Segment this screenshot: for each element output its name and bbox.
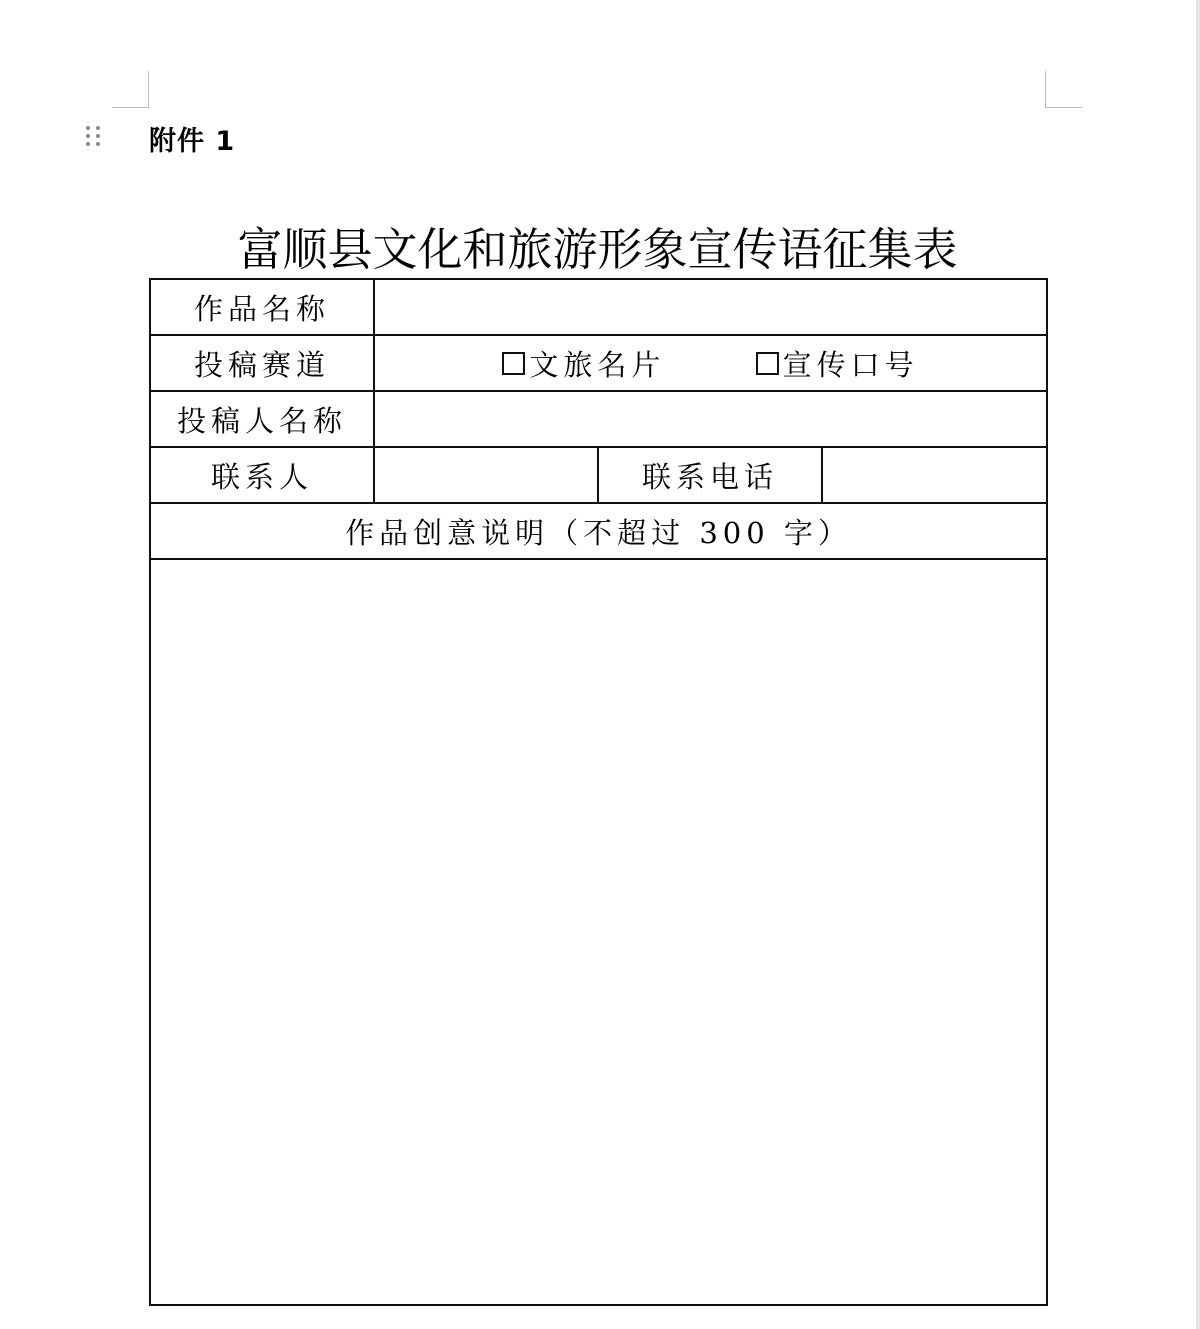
row-work-name xyxy=(150,279,1047,335)
checkbox-icon[interactable] xyxy=(756,352,779,375)
checkbox-icon[interactable] xyxy=(502,352,525,375)
description-label: 作品创意说明（不超过 300 字） xyxy=(150,503,1047,559)
contact-phone-field[interactable] xyxy=(822,447,1047,503)
document-title: 富顺县文化和旅游形象宣传语征集表 xyxy=(237,223,958,276)
track-option-culture-tourism-card[interactable] xyxy=(502,343,665,384)
track-options-cell xyxy=(374,335,1047,391)
track-option-label: 文旅名片 xyxy=(529,347,666,382)
track-label: 投稿赛道 xyxy=(150,335,374,391)
margin-corner-top-right xyxy=(1045,71,1082,108)
row-track xyxy=(150,335,1047,391)
drag-handle-icon[interactable] xyxy=(86,124,102,150)
contact-person-field[interactable] xyxy=(374,447,598,503)
attachment-label: 附件 1 xyxy=(149,126,236,157)
contact-person-label: 联系人 xyxy=(150,447,374,503)
track-option-label: 宣传口号 xyxy=(782,347,919,382)
row-contact xyxy=(150,447,1047,503)
track-options xyxy=(464,343,956,384)
row-submitter-name xyxy=(150,391,1047,447)
contact-phone-label: 联系电话 xyxy=(598,447,822,503)
work-name-field[interactable] xyxy=(374,279,1047,335)
margin-corner-top-left xyxy=(112,71,149,108)
work-name-label: 作品名称 xyxy=(150,279,374,335)
row-description-body xyxy=(150,559,1047,1305)
submitter-name-label: 投稿人名称 xyxy=(150,391,374,447)
description-field[interactable] xyxy=(150,559,1047,1305)
row-description-header xyxy=(150,503,1047,559)
submitter-name-field[interactable] xyxy=(374,391,1047,447)
track-option-slogan[interactable] xyxy=(756,343,919,384)
page-edge xyxy=(1196,0,1200,1329)
submission-form-table xyxy=(149,278,1048,1306)
